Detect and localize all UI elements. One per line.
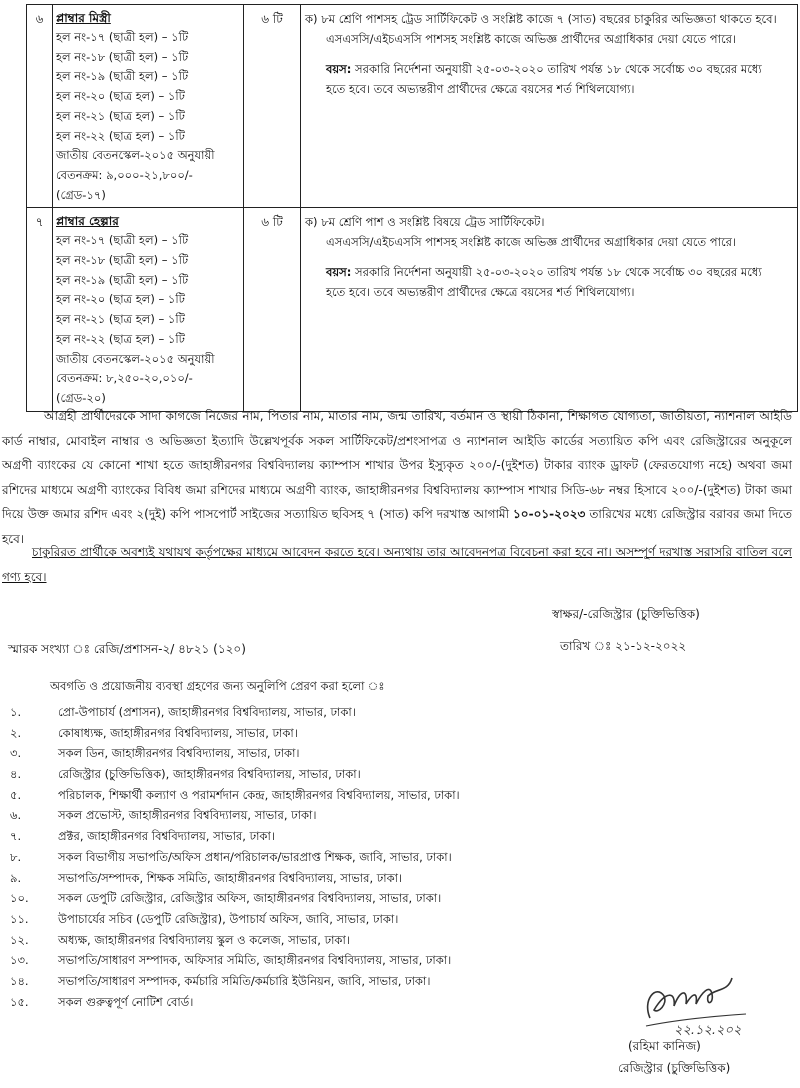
age-text: সরকারি নির্দেশনা অনুযায়ী ২৫-০৩-২০২০ তারিখ পর্যন্ত ১৮ থেকে সর্বোচ্চ ৩০ বছরের মধ্যে	[351, 62, 762, 76]
list-number: ৪.	[10, 767, 22, 782]
post-count: ৬ টি	[261, 12, 283, 26]
post-line: বেতনক্রম: ৮,২৫০-২০,০১০/-	[56, 371, 193, 386]
list-item	[0, 725, 800, 746]
deadline-date: ১০-০১-২০২৩	[513, 507, 586, 521]
list-item	[0, 807, 800, 828]
age-line: হতে হবে। তবে অভ্যন্তরীণ প্রার্থীদের ক্ষেত্রে বয়সের শর্ত শিথিলযোগ্য।	[326, 285, 635, 300]
list-number: ৯.	[10, 870, 22, 885]
requirement-line: ক) ৮ম শ্রেণি পাশসহ ট্রেড সার্টিফিকেট ও সংশ্লিষ্ট কাজে ৭ (সাত) বছরের চাকুরির অভিজ্ঞতা থাকতে হবে।	[305, 12, 777, 26]
signed-registrar: স্বাক্ষর/-রেজিস্ট্রার (চুক্তিভিত্তিক)	[552, 607, 700, 621]
issue-date: তারিখ ঃ ২১-১২-২০২২	[560, 639, 687, 653]
list-number: ১৩.	[10, 953, 29, 968]
post-line: (গ্রেড-২০)	[56, 390, 106, 405]
signer-title: রেজিস্ট্রার (চুক্তিভিত্তিক)	[618, 1061, 731, 1075]
post-cell	[53, 5, 244, 208]
list-number: ১১.	[10, 911, 29, 926]
requirement-line: ক) ৮ম শ্রেণি পাশ ও সংশ্লিষ্ট বিষয়ে ট্রেড সার্টিফিকেট।	[305, 215, 545, 230]
handwritten-signature	[636, 970, 796, 1038]
requirement-cell	[301, 208, 798, 411]
list-text: সকল বিভাগীয় সভাপতি/অফিস প্রধান/পরিচালক/ভারপ্রাপ্ত শিক্ষক, জাবি, সাভার, ঢাকা।	[58, 849, 452, 864]
post-line: হল নং-১৯ (ছাত্রী হল) – ১টি	[56, 69, 189, 84]
list-number: ১০.	[10, 891, 29, 906]
list-item	[0, 828, 800, 849]
list-item	[0, 745, 800, 766]
list-text: সভাপতি/সাধারণ সম্পাদক, অফিসার সমিতি, জাহাঙ্গীরনগর বিশ্ববিদ্যালয়, সাভার, ঢাকা।	[58, 953, 452, 968]
list-text: সভাপতি/সম্পাদক, শিক্ষক সমিতি, জাহাঙ্গীরনগর বিশ্ববিদ্যালয়, সাভার, ঢাকা।	[58, 870, 403, 885]
post-line: হল নং-২১ (ছাত্র হল) – ১টি	[56, 312, 185, 327]
list-item	[0, 870, 800, 891]
list-number: ৮.	[10, 849, 22, 864]
list-text: প্রো-উপাচার্য (প্রশাসন), জাহাঙ্গীরনগর বিশ্ববিদ্যালয়, সাভার, ঢাকা।	[58, 705, 356, 719]
age-text: সরকারি নির্দেশনা অনুযায়ী ২৫-০৩-২০২০ তারিখ পর্যন্ত ১৮ থেকে সর্বোচ্চ ৩০ বছরের মধ্যে	[351, 265, 762, 280]
table-row	[27, 208, 798, 411]
post-cell	[53, 208, 244, 411]
job-table	[26, 4, 798, 412]
list-text: সভাপতি/সাধারণ সম্পাদক, কর্মচারি সমিতি/কর্মচারি ইউনিয়ন, জাবি, সাভার, ঢাকা।	[58, 973, 431, 988]
list-item	[0, 890, 800, 911]
list-item	[0, 787, 800, 808]
list-text: সকল ডিন, জাহাঙ্গীরনগর বিশ্ববিদ্যালয়, সাভার, ঢাকা।	[58, 746, 300, 761]
post-line: হল নং-২২ (ছাত্র হল) – ১টি	[56, 331, 185, 346]
list-text: অধ্যক্ষ, জাহাঙ্গীরনগর বিশ্ববিদ্যালয় স্কুল ও কলেজ, সাভার, ঢাকা।	[58, 932, 350, 947]
post-line: হল নং-২০ (ছাত্র হল) – ১টি	[56, 89, 185, 104]
serial-number: ৬	[35, 12, 44, 26]
list-number: ১.	[10, 705, 22, 719]
post-count: ৬ টি	[261, 215, 283, 230]
post-line: হল নং-২০ (ছাত্র হল) – ১টি	[56, 292, 185, 307]
post-line: হল নং-১৮ (ছাত্রী হল) – ১টি	[56, 253, 189, 268]
post-line: হল নং-১৮ (ছাত্রী হল) – ১টি	[56, 49, 189, 64]
signer-name: (রহিমা কানিজ)	[628, 1039, 701, 1053]
instructions-text-end: তারিখের মধ্যে রেজিস্ট্রার বরাবর জমা দিতে হবে।	[2, 507, 792, 546]
post-line: হল নং-১৭ (ছাত্রী হল) – ১টি	[56, 233, 189, 248]
requirement-line: এসএসসি/এইচএসসি পাশসহ সংশ্লিষ্ট কাজে অভিজ্ঞ প্রার্থীদের অগ্রাধিকার দেয়া যেতে পারে।	[326, 32, 737, 46]
signature-date: ২২.১২.২০২	[674, 1023, 742, 1038]
list-number: ১২.	[10, 932, 29, 947]
post-line: হল নং-২২ (ছাত্র হল) – ১টি	[56, 128, 185, 143]
list-item	[0, 932, 800, 953]
list-text: প্রক্টর, জাহাঙ্গীরনগর বিশ্ববিদ্যালয়, সাভার, ঢাকা।	[58, 829, 275, 844]
application-instructions	[2, 404, 792, 551]
post-title: প্লাম্বার মিস্ত্রী	[56, 11, 111, 25]
requirement-line: এসএসসি/এইচএসসি পাশসহ সংশ্লিষ্ট কাজে অভিজ্ঞ প্রার্থীদের অগ্রাধিকার দেয়া যেতে পারে।	[326, 235, 737, 250]
serial-number: ৭	[35, 215, 44, 230]
list-text: পরিচালক, শিক্ষার্থী কল্যাণ ও পরামর্শদান কেন্দ্র, জাহাঙ্গীরনগর বিশ্ববিদ্যালয়, সাভার, ঢাকা।	[58, 787, 460, 802]
list-number: ৬.	[10, 808, 22, 823]
list-number: ১৪.	[10, 973, 29, 988]
post-line: হল নং-২১ (ছাত্র হল) – ১টি	[56, 108, 185, 123]
list-number: ৩.	[10, 746, 22, 761]
memo-number: স্মারক সংখ্যা ঃ রেজি/প্রশাসন-২/ ৪৮২১ (১২০)	[8, 642, 246, 656]
list-number: ১৫.	[10, 994, 29, 1009]
serial-cell	[27, 208, 53, 411]
list-item	[0, 849, 800, 870]
age-line: হতে হবে। তবে অভ্যন্তরীণ প্রার্থীদের ক্ষেত্রে বয়সের শর্ত শিথিলযোগ্য।	[326, 82, 635, 96]
list-text: রেজিস্ট্রার (চুক্তিভিত্তিক), জাহাঙ্গীরনগর বিশ্ববিদ্যালয়, সাভার, ঢাকা।	[58, 767, 361, 782]
list-text: সকল প্রভোস্ট, জাহাঙ্গীরনগর বিশ্ববিদ্যালয়, সাভার, ঢাকা।	[58, 808, 317, 823]
serial-cell	[27, 5, 53, 208]
list-item	[0, 911, 800, 932]
post-line: (গ্রেড-১৭)	[56, 187, 106, 202]
age-label: বয়স:	[326, 62, 352, 76]
list-text: উপাচার্যের সচিব (ডেপুটি রেজিস্ট্রার), উপাচার্য অফিস, জাবি, সাভার, ঢাকা।	[58, 911, 399, 926]
list-text: কোষাধ্যক্ষ, জাহাঙ্গীরনগর বিশ্ববিদ্যালয়, সাভার, ঢাকা।	[58, 725, 298, 740]
list-item	[0, 704, 800, 725]
post-line: হল নং-১৭ (ছাত্রী হল) – ১টি	[56, 30, 189, 44]
list-item	[0, 766, 800, 787]
count-cell	[244, 208, 301, 411]
post-title: প্লাম্বার হেল্পার	[56, 214, 119, 229]
table-row	[27, 5, 798, 208]
post-line: জাতীয় বেতনস্কেল-২০১৫ অনুযায়ী	[56, 148, 215, 163]
list-number: ২.	[10, 725, 22, 740]
employed-candidate-note: চাকুরিরত প্রার্থীকে অবশ্যই যথাযথ কর্তৃপক্ষের মাধ্যমে আবেদন করতে হবে। অন্যথায় তার আবেদনপত্র বিবেচনা করা হবে না। অসম্পূর্ণ দরখাস্ত সরাসরি বাতিল বলে গণ্য হবে।	[2, 545, 792, 584]
count-cell	[244, 5, 301, 208]
post-line: বেতনক্রম: ৯,০০০-২১,৮০০/-	[56, 167, 193, 182]
age-line	[305, 262, 797, 282]
list-text: সকল গুরুত্বপূর্ণ নোটিশ বোর্ড।	[58, 994, 194, 1009]
instructions-text: আগ্রহী প্রার্থীদেরকে সাদা কাগজে নিজের নাম, পিতার নাম, মাতার নাম, জন্ম তারিখ, বর্তমান ও স্থায়ী ঠিকানা, শিক্ষাগত যোগ্যতা, জাতীয়তা, ন্যাশনাল আইডি কার্ড নাম্বার, মোবাইল নাম্বার ও অভিজ্ঞতা ইত্যাদি উল্লেখপূর্বক সকল সার্টিফিকেট/প্রশংসাপত্র ও ন্যাশনাল আইডি কার্ডের সত্যায়িত কপি এবং রেজিস্ট্রারের অনুকূলে অগ্রণী ব্যাংকের যে কোনো শাখা হতে জাহাঙ্গীরনগর বিশ্ববিদ্যালয় ক্যাম্পাস শাখার উপর ইস্যুকৃত ২০০/-(দুইশত) টাকার ব্যাংক ড্রাফট (ফেরতযোগ্য নহে) অথবা জমা রশিদের মাধ্যমে অগ্রণী ব্যাংকের বিবিধ জমা রশিদের মাধ্যমে অগ্রণী ব্যাংক, জাহাঙ্গীরনগর বিশ্ববিদ্যালয় ক্যাম্পাস শাখার সিডি-৬৮ নম্বর হিসাবে ২০০/-(দুইশত) টাকা জমা দিয়ে উক্ত জমার রশিদ এবং ২(দুই) কপি পাসপোর্ট সাইজের সত্যায়িত ছবিসহ ৭ (সাত) কপি দরখাস্ত আগামী	[2, 409, 792, 521]
post-line: হল নং-১৯ (ছাত্রী হল) – ১টি	[56, 272, 189, 287]
cc-intro: অবগতি ও প্রয়োজনীয় ব্যবস্থা গ্রহণের জন্য অনুলিপি প্রেরণ করা হলো ঃ	[50, 679, 385, 693]
age-line	[305, 59, 797, 79]
requirement-cell	[301, 5, 798, 208]
list-text: সকল ডেপুটি রেজিস্ট্রার, রেজিস্ট্রার অফিস, জাহাঙ্গীরনগর বিশ্ববিদ্যালয়, সাভার, ঢাকা।	[58, 891, 442, 906]
list-number: ৭.	[10, 829, 22, 844]
age-label: বয়স:	[326, 265, 352, 280]
list-number: ৫.	[10, 787, 22, 802]
post-line: জাতীয় বেতনস্কেল-২০১৫ অনুযায়ী	[56, 351, 215, 366]
cc-list	[0, 704, 800, 1014]
